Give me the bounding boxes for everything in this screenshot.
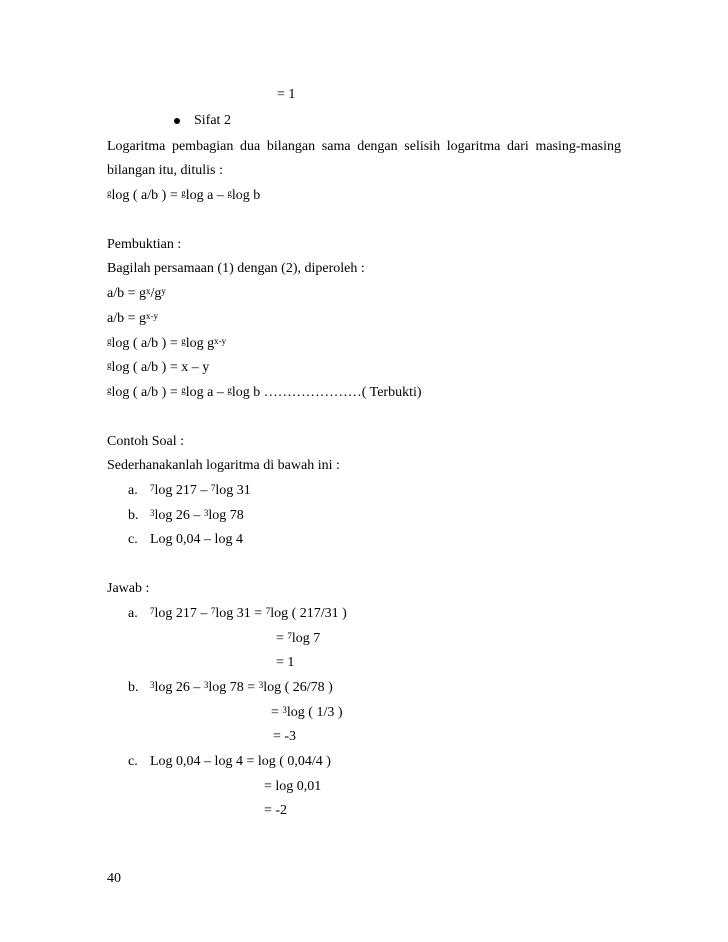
answer-b-marker: b. xyxy=(128,680,139,695)
answer-b-line-3: = -3 xyxy=(273,729,297,744)
example-item-c-marker: c. xyxy=(128,532,138,547)
example-item-c: Log 0,04 – log 4 xyxy=(150,532,243,547)
answer-heading: Jawab : xyxy=(107,581,150,596)
proof-step-5: $^g$log ( a/b ) = $^g$log a – $^g$log b …………………( Terbukti) xyxy=(107,385,422,400)
answer-a-marker: a. xyxy=(128,606,138,621)
proof-step-0: Bagilah persamaan (1) dengan (2), diperoleh : xyxy=(107,261,365,276)
answer-a-line-3: = 1 xyxy=(276,655,295,670)
intro-line-2: bilangan itu, ditulis : xyxy=(107,163,223,178)
page-number: 40 xyxy=(107,871,121,886)
proof-step-1: $a/b = g^x/g^y$ xyxy=(107,286,166,301)
bullet-icon xyxy=(174,118,180,124)
proof-step-2: $a/b = g^{x-y}$ xyxy=(107,311,158,326)
example-heading: Contoh Soal : xyxy=(107,434,185,449)
bullet-label: Sifat 2 xyxy=(194,113,231,128)
answer-c-line-1: Log 0,04 – log 4 = log ( 0,04/4 ) xyxy=(150,754,331,769)
answer-a-line-1: $^7$log 217 – $^7$log 31 = $^7$log ( 217/31 ) xyxy=(150,606,347,621)
proof-heading: Pembuktian : xyxy=(107,237,182,252)
intro-line-1: Logaritma pembagian dua bilangan sama dengan selisih logaritma dari masing-masing xyxy=(107,139,621,154)
example-instruction: Sederhanakanlah logaritma di bawah ini : xyxy=(107,458,340,473)
answer-c-line-3: = -2 xyxy=(264,803,288,818)
proof-step-4: $^g$log ( a/b ) = x – y xyxy=(107,360,210,375)
top-result: = 1 xyxy=(277,87,296,102)
example-item-a-marker: a. xyxy=(128,483,138,498)
example-item-b-marker: b. xyxy=(128,508,139,523)
answer-c-line-2: = log 0,01 xyxy=(264,779,322,794)
answer-b-line-1: $^3$log 26 – $^3$log 78 = $^3$log ( 26/78 ) xyxy=(150,680,333,695)
answer-a-line-2: = $^7$log 7 xyxy=(276,631,321,646)
proof-step-3: $^g$log ( a/b ) = $^g$log $g^{x-y}$ xyxy=(107,336,227,351)
example-item-a: $^7$log 217 – $^7$log 31 xyxy=(150,483,251,498)
example-item-b: $^3$log 26 – $^3$log 78 xyxy=(150,508,244,523)
answer-c-marker: c. xyxy=(128,754,138,769)
property-formula: $^g$log ( a/b ) = $^g$log a – $^g$log b xyxy=(107,188,261,203)
answer-b-line-2: = $^3$log ( 1/3 ) xyxy=(271,705,343,720)
